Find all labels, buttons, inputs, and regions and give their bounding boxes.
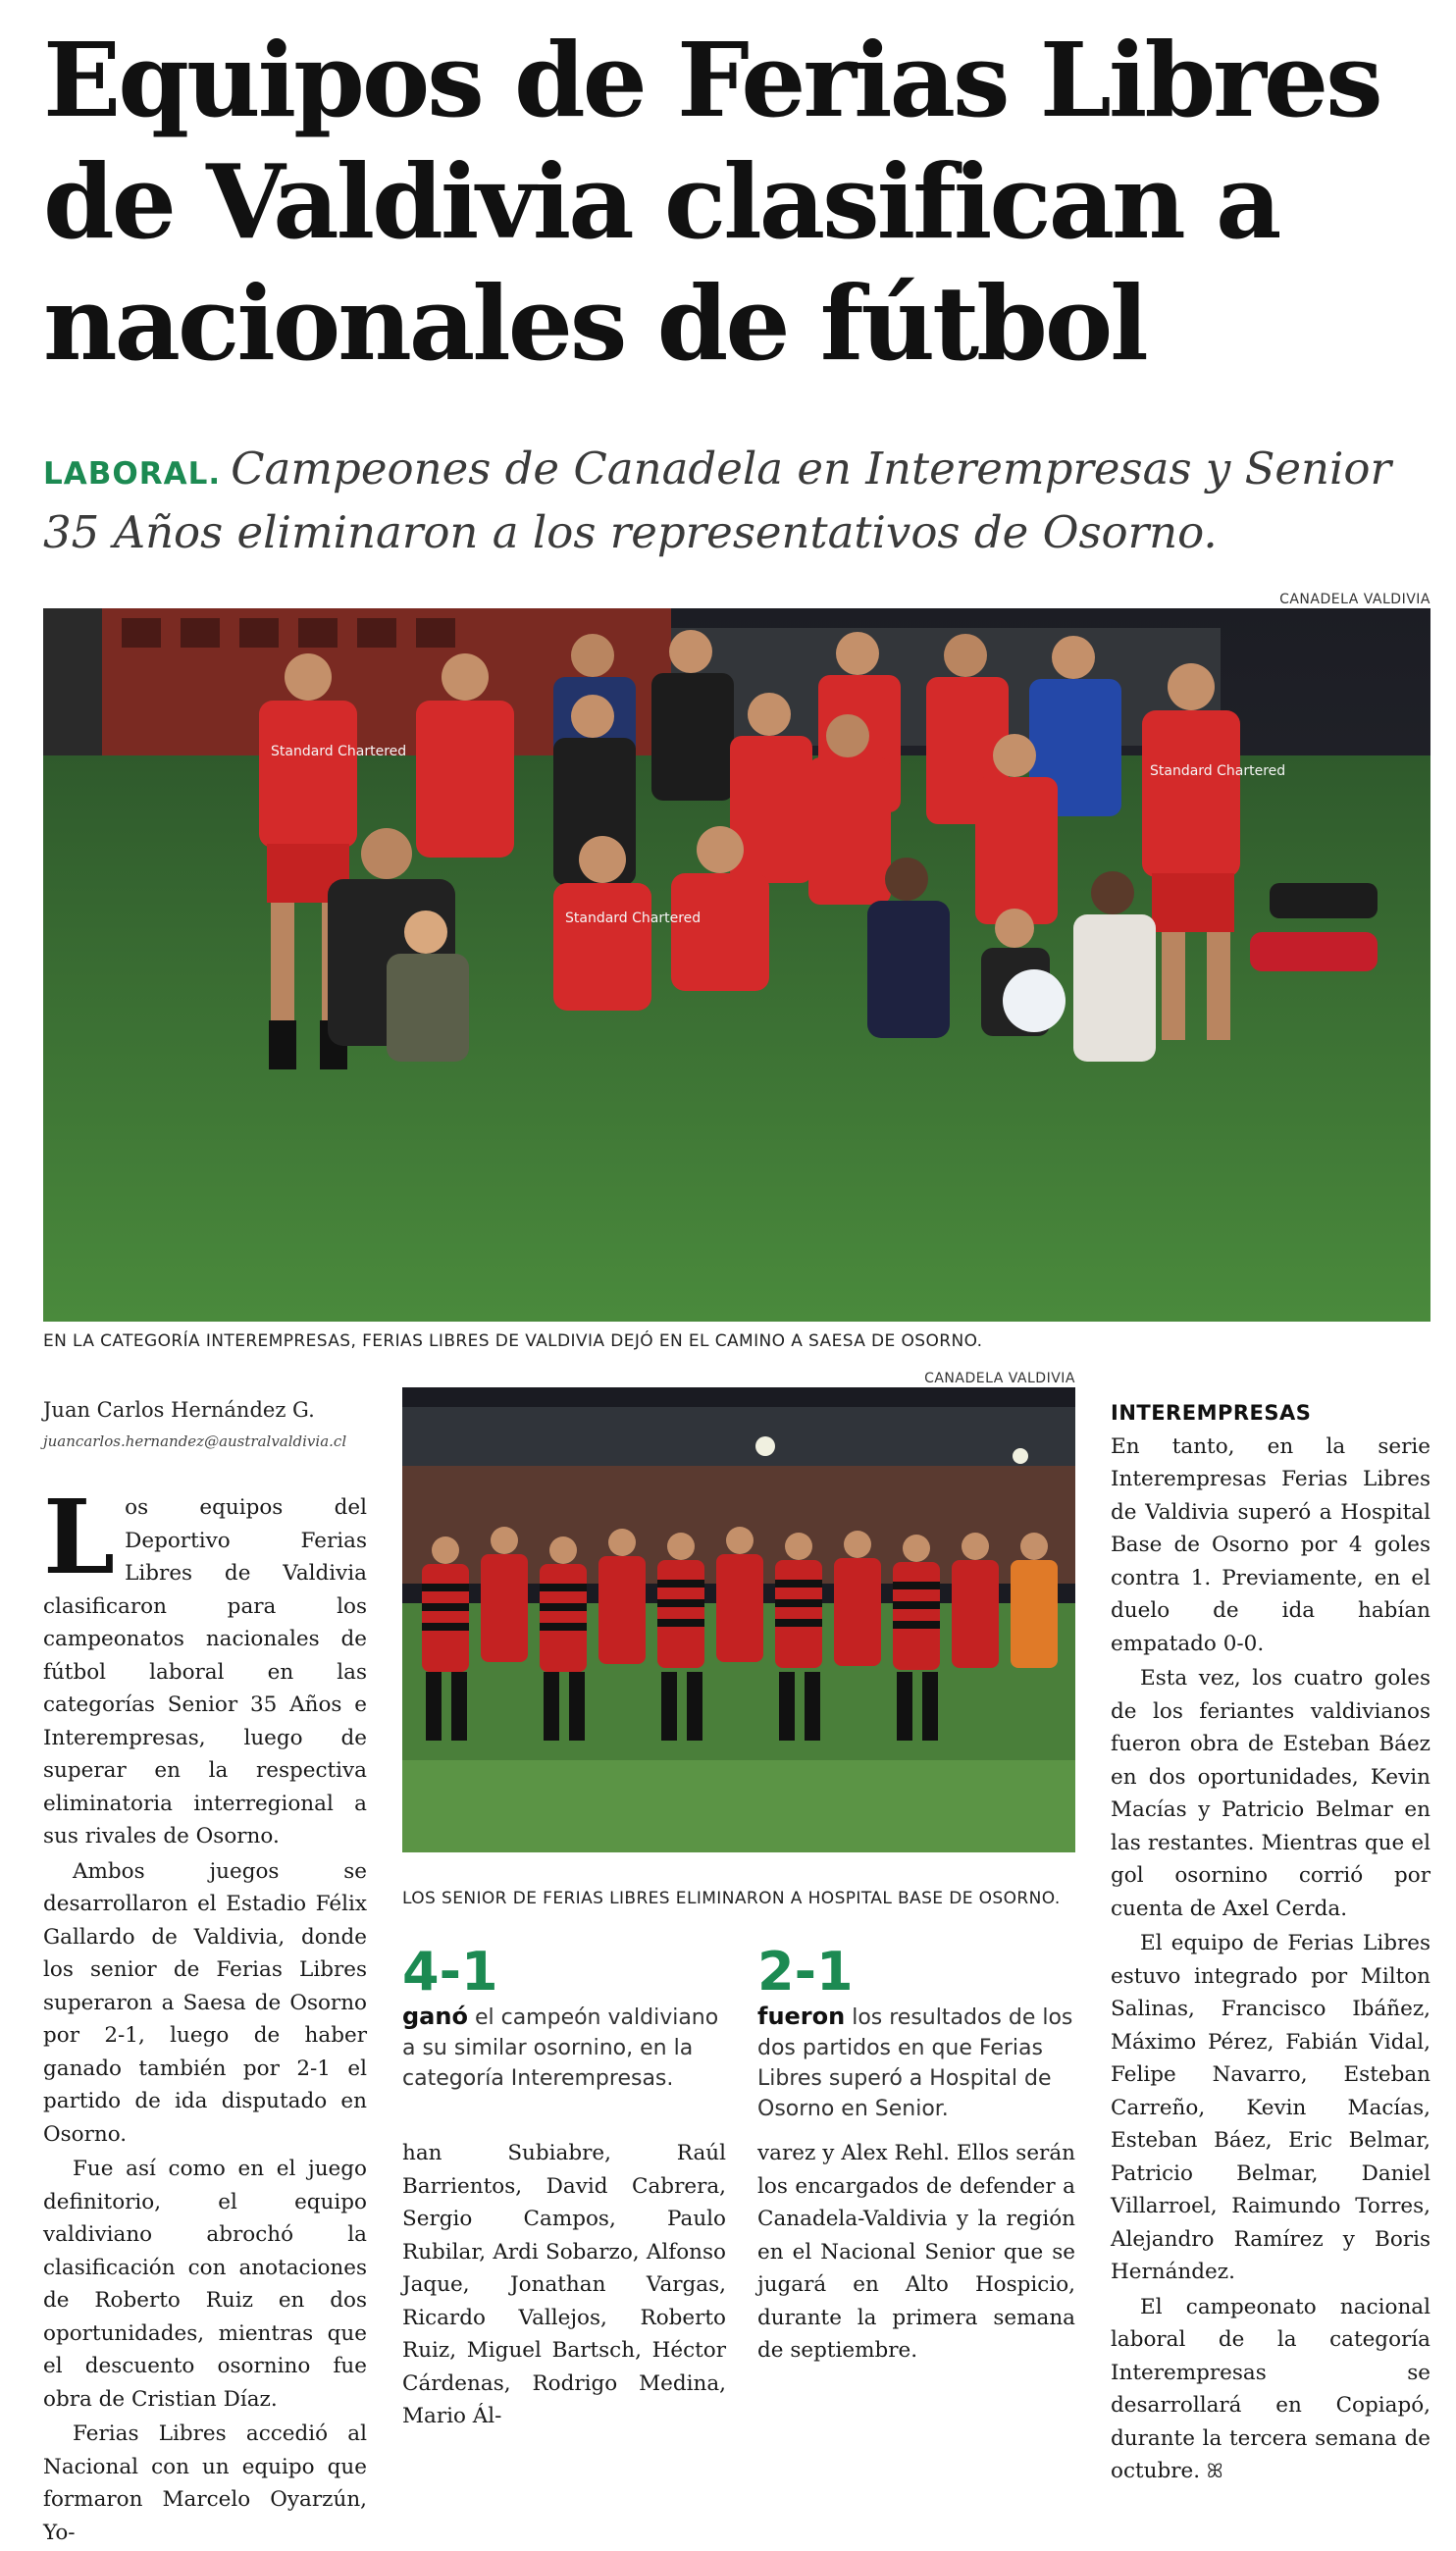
body-paragraph: han Subiabre, Raúl Barrientos, David Cabrera, Sergio Campos, Paulo Rubilar, Ardi Sobarzo, Alfonso Jaque, Jonathan Vargas, Ricardo Vallejos, Roberto Ruiz, Miguel Bartsch, Héctor Cárdenas, Rodrigo Medina, Mario Ál- xyxy=(402,2141,726,2428)
stat-number: 2-1 xyxy=(757,1941,854,2003)
deck-text: Campeones de Canadela en Interempresas y Senior 35 Años eliminaron a los representativos de Osorno. xyxy=(43,443,1392,558)
stat-callout xyxy=(402,1943,726,2094)
stat-text xyxy=(757,2002,1075,2124)
body-paragraph xyxy=(1111,2291,1430,2488)
body-paragraph: os equipos del Deportivo Ferias Libres de Valdivia clasificaron para los campeonatos nacionales de fútbol laboral en las categorías Senior 35 Años e Interempresas, luego de superar en la respectiva eliminatoria interregional a sus rivales de Osorno. xyxy=(43,1495,367,1848)
section-subhead: INTEREMPRESAS xyxy=(1111,1401,1312,1425)
team-photo-interempresas xyxy=(43,608,1430,1322)
svg-text:Standard Chartered: Standard Chartered xyxy=(271,744,407,759)
team-photo-senior xyxy=(402,1387,1075,1852)
body-column-1 xyxy=(43,1477,367,2551)
photo2-caption: LOS SENIOR DE FERIAS LIBRES ELIMINARON A HOSPITAL BASE DE OSORNO. xyxy=(402,1889,1061,1908)
stat-description: los resultados de los dos partidos en que Ferias Libres superó a Hospital de Osorno en Senior. xyxy=(757,2005,1073,2121)
headline: Equipos de Ferias Libres de Valdivia clasifican a nacionales de fútbol xyxy=(43,20,1380,384)
body-paragraph: varez y Alex Rehl. Ellos serán los encargados de defender a Canadela-Valdivia y la región en el Nacional Senior que se jugará en Alto Hospicio, durante la primera semana de septiembre. xyxy=(757,2141,1075,2363)
drop-cap: L xyxy=(43,1477,116,1597)
stat-callout xyxy=(757,1943,1075,2124)
body-paragraph: Ambos juegos se desarrollaron el Estadio Félix Gallardo de Valdivia, donde los senior de Ferias Libres superaron a Saesa de Osorno por 2-1, luego de haber ganado también por 2-1 el partido de ida disputado en Osorno. xyxy=(43,1858,367,2147)
section-tag: LABORAL. xyxy=(43,456,222,492)
svg-text:Standard Chartered: Standard Chartered xyxy=(1150,763,1286,779)
body-paragraph: El equipo de Ferias Libres estuvo integrado por Milton Salinas, Francisco Ibáñez, Máximo Pérez, Fabián Vidal, Felipe Navarro, Esteban Carreño, Kevin Macías, Esteban Báez, Eric Belmar, Patricio Belmar, Daniel Villarroel, Raimundo Torres, Alejandro Ramírez y Boris Hernández. xyxy=(1111,1931,1430,2284)
stat-description: el campeón valdiviano a su similar osornino, en la categoría Interempresas. xyxy=(402,2005,719,2091)
stat-lead: ganó xyxy=(402,2003,468,2030)
end-mark-icon: ꕤ xyxy=(1206,2459,1223,2482)
body-paragraph-text: El campeonato nacional laboral de la categoría Interempresas se desarrollará en Copiapó, durante la tercera semana de octubre. xyxy=(1111,2294,1430,2483)
byline-email: juancarlos.hernandez@australvaldivia.cl xyxy=(43,1432,347,1450)
stat-lead: fueron xyxy=(757,2003,846,2030)
photo2-credit: CANADELA VALDIVIA xyxy=(924,1371,1075,1386)
photo1-caption: EN LA CATEGORÍA INTEREMPRESAS, FERIAS LIBRES DE VALDIVIA DEJÓ EN EL CAMINO A SAESA DE OSORNO. xyxy=(43,1331,983,1351)
body-paragraph: Fue así como en el juego definitorio, el equipo valdiviano abrochó la clasificación con anotaciones de Roberto Ruiz en dos oportunidades, mientras que el descuento osornino fue obra de Cristian Díaz. xyxy=(43,2157,367,2412)
byline-name: Juan Carlos Hernández G. xyxy=(43,1398,315,1422)
body-column-2 xyxy=(402,2137,726,2435)
body-column-3 xyxy=(757,2137,1075,2369)
deck xyxy=(43,440,1427,562)
body-paragraph: Esta vez, los cuatro goles de los feriantes valdivianos fueron obra de Esteban Báez en dos oportunidades, Kevin Macías y Patricio Belmar en las restantes. Mientras que el gol osornino corrió por cuenta de Axel Cerda. xyxy=(1111,1666,1430,1921)
body-paragraph: Ferias Libres accedió al Nacional con un equipo que formaron Marcelo Oyarzún, Yo- xyxy=(43,2421,367,2545)
svg-text:Standard Chartered: Standard Chartered xyxy=(565,911,702,926)
photo1-credit: CANADELA VALDIVIA xyxy=(1279,592,1430,607)
body-paragraph: En tanto, en la serie Interempresas Ferias Libres de Valdivia superó a Hospital Base de Osorno por 4 goles contra 1. Previamente, en el duelo de ida habían empatado 0-0. xyxy=(1111,1433,1430,1656)
stat-text xyxy=(402,2002,726,2094)
stat-number: 4-1 xyxy=(402,1941,498,2003)
body-column-4 xyxy=(1111,1397,1430,2490)
